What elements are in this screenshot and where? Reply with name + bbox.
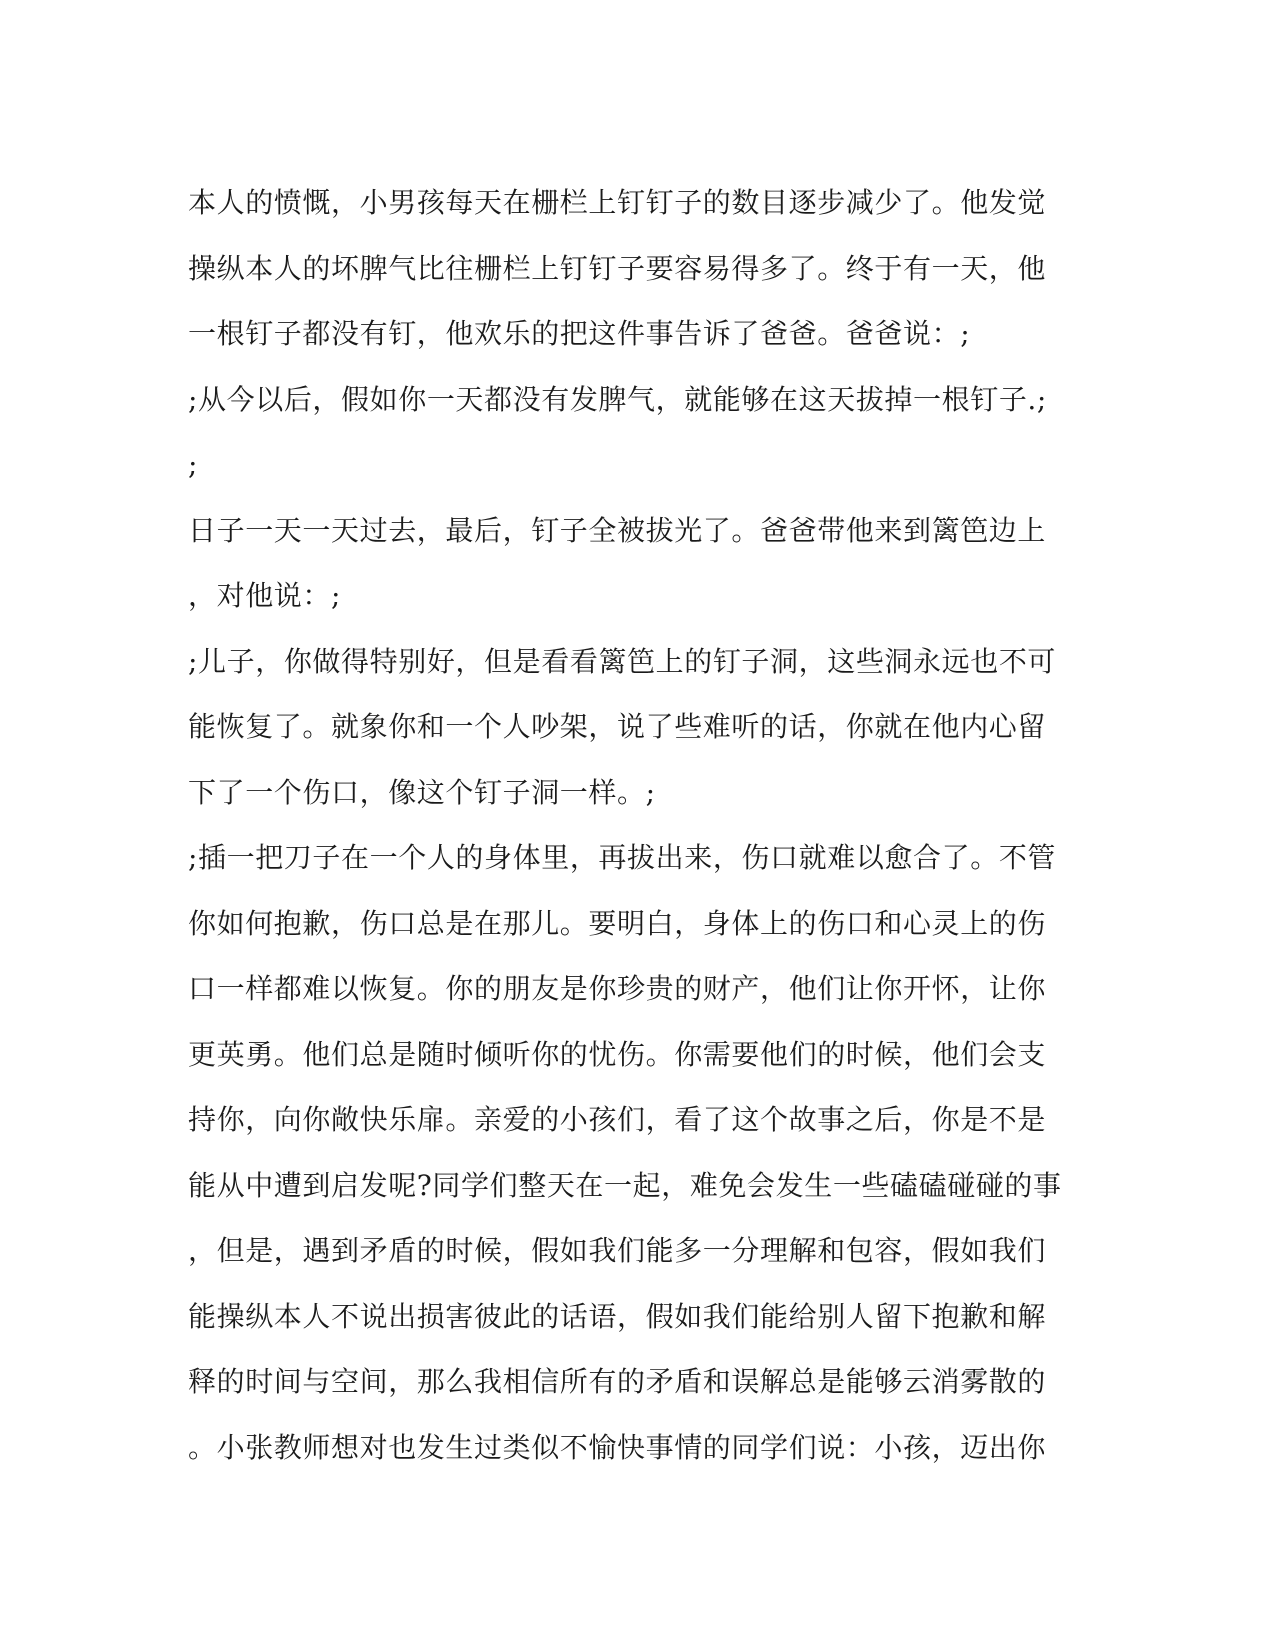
- text-line: 释的时间与空间，那么我相信所有的矛盾和误解总是能够云消雾散的: [188, 1365, 1047, 1398]
- text-line: 你如何抱歉，伤口总是在那儿。要明白，身体上的伤口和心灵上的伤: [188, 906, 1047, 940]
- text-line: 本人的愤慨，小男孩每天在栅栏上钉钉子的数目逐步减少了。他发觉: [188, 186, 1047, 219]
- text-line: 能从中遭到启发呢?同学们整天在一起，难免会发生一些磕磕碰碰的事: [188, 1168, 1062, 1202]
- text-line: 日子一天一天过去，最后，钉子全被拔光了。爸爸带他来到篱笆边上: [188, 513, 1047, 547]
- body-text: [188, 170, 1088, 1480]
- text-line: ;插一把刀子在一个人的身体里，再拔出来，伤口就难以愈合了。不管: [188, 841, 1057, 874]
- text-line: 能操纵本人不说出损害彼此的话语，假如我们能给别人留下抱歉和解: [188, 1299, 1047, 1333]
- text-line: 更英勇。他们总是随时倾听你的忧伤。你需要他们的时候，他们会支: [188, 1037, 1047, 1071]
- text-line: ，但是，遇到矛盾的时候，假如我们能多一分理解和包容，假如我们: [188, 1234, 1047, 1267]
- text-line: ;儿子，你做得特别好，但是看看篱笆上的钉子洞，这些洞永远也不可: [188, 644, 1057, 678]
- text-line: 下了一个伤口，像这个钉子洞一样。;: [188, 775, 656, 809]
- text-line: ;: [188, 448, 199, 481]
- text-line: 一根钉子都没有钉，他欢乐的把这件事告诉了爸爸。爸爸说：;: [188, 317, 971, 350]
- text-line: 操纵本人的坏脾气比往栅栏上钉钉子要容易得多了。终于有一天，他: [188, 251, 1047, 285]
- text-line: 能恢复了。就象你和一个人吵架，说了些难听的话，你就在他内心留: [188, 710, 1047, 743]
- text-line: 口一样都难以恢复。你的朋友是你珍贵的财产，他们让你开怀，让你: [188, 972, 1047, 1005]
- text-line: 。小张教师想对也发生过类似不愉快事情的同学们说：小孩，迈出你: [188, 1430, 1047, 1464]
- text-line: ，对他说：;: [188, 579, 342, 612]
- text-line: 持你，向你敞快乐扉。亲爱的小孩们，看了这个故事之后，你是不是: [188, 1103, 1047, 1136]
- text-line: ;从今以后，假如你一天都没有发脾气，就能够在这天拔掉一根钉子.;: [188, 382, 1047, 416]
